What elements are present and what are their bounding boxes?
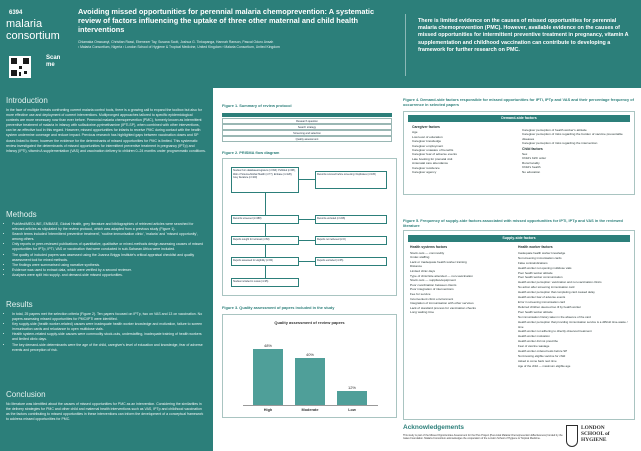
health-worker-heading: Health worker factors — [518, 245, 553, 249]
factor-item: Lack of standard process for vaccination checks — [410, 305, 476, 310]
prisma-arrow — [299, 219, 315, 220]
figure-2-prisma — [222, 158, 397, 296]
scan-line-1: Scan — [46, 55, 61, 61]
factor-item: Inadequate health worker knowledge — [518, 250, 566, 255]
factor-item: Referred children deemed too ill by health worker — [518, 304, 581, 309]
factor-item: Under-staffing — [410, 255, 430, 260]
prisma-arrow — [265, 266, 266, 278]
factor-item: Rural locality — [522, 160, 540, 165]
introduction-text — [6, 108, 206, 154]
results-item: • The key demand-side determinants were the age of the child, caregiver's level of education and knowledge, fear of adverse events and perception of risk. — [12, 343, 206, 353]
lshtm-wordmark — [581, 425, 610, 444]
figure-3-chart — [222, 314, 397, 418]
demand-side-band: Demand-side factors — [408, 115, 630, 122]
factor-item: Age — [412, 130, 418, 135]
prisma-screened: Records screened (n=288) — [231, 215, 299, 224]
poster-authors — [78, 40, 378, 50]
lshtm-line: HYGIENE — [581, 437, 607, 444]
factor-item: Health worker perception that providing immunisation service is a difficult time-waste / time — [518, 319, 628, 329]
factor-item: Caregiver unaware of benefits — [412, 148, 454, 153]
logo-line-2: consortium — [6, 30, 60, 42]
prisma-excluded: Records excluded (n=228) — [315, 215, 387, 224]
lshtm-line: LONDON — [581, 425, 605, 431]
factor-item: Stock outs — supplies/equipment — [410, 278, 456, 283]
factor-item: Not knowing eligible vaccine for child — [518, 353, 566, 358]
factor-item: Poor health worker communication — [518, 275, 563, 280]
prisma-arrow — [299, 261, 315, 262]
figure-1-protocol — [222, 113, 392, 145]
caregiver-factors — [412, 125, 512, 174]
methods-item: • Search terms included 'intermittent preventive treatment', 'routine immunisation clinic', 'malaria' and 'missed opportunity', among others. — [12, 232, 206, 242]
results-item: • Health system-related supply-side causes were commodity stock-outs, understaffing, inadequate training of health workers and limited clinic days. — [12, 332, 206, 342]
protocol-step: Research question — [222, 118, 392, 124]
prisma-included: Studies included in review (n=25) — [231, 278, 299, 287]
caregiver-factors-heading: Caregiver factors — [412, 125, 440, 129]
factor-item: Long waiting time — [410, 310, 435, 315]
malaria-consortium-logo — [6, 18, 61, 52]
protocol-step: Screening and selection — [222, 130, 392, 136]
lshtm-logo — [566, 424, 635, 450]
prisma-not-retrieved: Reports not retrieved (n=0) — [315, 236, 387, 245]
chart-title: Quality assessment of review papers — [274, 320, 345, 325]
chart-data-label: 12% — [347, 385, 356, 390]
factor-item: Late booking for prenatal visit — [412, 156, 453, 161]
conclusion-heading: Conclusion — [6, 390, 46, 399]
factor-item: Low level of education — [412, 134, 443, 139]
factor-item: Health worker perception: vaccination and non-vaccination clinics — [518, 280, 602, 285]
factor-item: Type of clinic/site attended — non-vaccination — [410, 273, 473, 278]
factor-item: Antenatal care attendance — [412, 161, 449, 166]
prisma-arrow — [265, 224, 266, 236]
acknowledgements-text: This study is part of the Missed Opportunities Assessment for the Plus Project (Perennial Malaria Chemoprevention Effectiveness) funded by the Gates Foundation. Malaria Consortium acknowledges the cooperation of the London School of Hygiene & Tropical Medicine. — [403, 434, 563, 441]
chart-data-label: 48% — [263, 343, 272, 348]
factor-item: Caregiver residence — [412, 165, 440, 170]
methods-list — [6, 222, 206, 278]
factor-item: No action after screening immunisation card — [518, 285, 575, 290]
prisma-arrow — [299, 240, 315, 241]
factor-item: Caregiver employment — [412, 143, 444, 148]
factor-item: Child's birth order — [522, 156, 547, 161]
factor-item: Caregiver knowledge — [412, 139, 442, 144]
factor-item: Fear of vaccine wastage — [518, 344, 550, 349]
chart-category-label: Moderate — [301, 408, 319, 412]
chart-data-label: 40% — [305, 352, 314, 358]
factor-item: False contraindications — [518, 260, 548, 265]
key-message: There is limited evidence on the causes of missed opportunities for perennial malaria chemoprevention (PMC). However, available evidence on the causes of missed opportunities for intermittent preventive treatment in pregnancy, vitamin A supplementation and childhood vaccination can contribute to developing a framework for further research on PMC. — [418, 18, 629, 53]
scan-me-label — [46, 55, 60, 69]
figure-1-band — [222, 113, 392, 117]
prisma-arrow — [265, 193, 266, 215]
figure-1-title: Figure 1. Summary of review protocol — [222, 103, 292, 108]
acknowledgements-heading: Acknowledgements — [403, 424, 465, 431]
factor-item: Asked to come back next time — [518, 358, 557, 363]
factor-item: Health worker ordered tests before SP — [518, 349, 568, 354]
affiliations: ¹ Malaria Consortium, Nigeria ² London School of Hygiene & Tropical Medicine, United Kingdom ³ Malaria Consortium, United Kingdom — [78, 45, 280, 49]
factor-item: No education — [522, 169, 541, 174]
chart-bar-high — [253, 349, 283, 405]
methods-item: • Only reports or peer-reviewed publications of quantitative, qualitative or mixed-methods design assessing causes of missed opportunities for IPTp, IPTi, VAS or vaccination that were conducted in sub-Saharan Africa were included. — [12, 242, 206, 252]
scan-line-2: me — [46, 62, 55, 68]
factor-item: Child's health — [522, 165, 541, 170]
factor-item: Caregiver perception of risks regarding the intervention — [522, 141, 598, 146]
qr-code-icon[interactable] — [9, 56, 31, 78]
conclusion-paragraph: No literature was identified about the causes of missed opportunities for PMC as an intervention. Considering the similarities in the delivery strategies for PMC and other child and maternal health interventions such as VAS, IPTp and childhood vaccination as the factors contributing to missed opportunities in these interventions can inform the development of a conceptual framework to address missed opportunities for PMC. — [6, 402, 204, 422]
factor-item: Lack or inadequate health worker training — [410, 259, 467, 264]
lshtm-crest-icon — [566, 425, 578, 447]
caregiver-perceptions — [522, 128, 630, 174]
factor-item: Health worker fear of adverse events — [518, 295, 566, 300]
factor-item: Not screening immunisation cards — [518, 255, 562, 260]
protocol-step: Quality assessment — [222, 136, 392, 142]
introduction-heading: Introduction — [6, 96, 48, 105]
supply-side-band: Supply-side factors — [408, 235, 630, 242]
factor-item: Age of the child — maximum eligible age — [518, 363, 571, 368]
factor-item: Caregiver agency — [412, 170, 437, 175]
prisma-removed: Records removed before screening: Duplicates (n=105) — [315, 171, 387, 189]
methods-item: • PubMed/MEDLINE, EMBASE, Global Health, grey literature and bibliographies of retrieved articles were searched for relevant articles as stipulated by the review protocol, which was adapted from a previous study (Figure 1). — [12, 222, 206, 232]
results-item: • In total, 25 papers met the selection criteria (Figure 2). Ten papers focused on IPTp, two on VAS and 13 on vaccination. No papers assessing missed opportunities for PMC/IPTi were identified. — [12, 312, 206, 322]
author-list: Chiamaka Onwuanyi, Christian Rassi, Ebenezer Tay, Susana Scott, Joshua G. Tinkapanga, Hannah Ranson, Pascal Oduro Ansah — [78, 40, 274, 44]
factor-item: Poor health worker attitude — [518, 270, 553, 275]
methods-item: • The findings were summarised using narrative synthesis. — [12, 263, 206, 268]
factor-item: Caregiver perception of health worker's attitude — [522, 128, 587, 132]
factor-item: Poor health worker attitude — [518, 309, 553, 314]
factor-item: Health worker perception that completing card caused delay — [518, 290, 595, 295]
chart-bar-moderate — [295, 358, 325, 405]
factor-item: Stock outs — commodity — [410, 250, 445, 255]
prisma-arrow — [265, 245, 266, 257]
factor-item: Poor integration of interventions — [410, 287, 454, 292]
health-systems-heading: Health systems factors — [410, 245, 448, 249]
factor-item: Error in screening immunisation card — [518, 299, 566, 304]
prisma-arrow — [299, 179, 315, 180]
factor-item: Health worker did not prescribe — [518, 339, 559, 344]
factor-item: Integration of immunisation with other services — [410, 301, 474, 306]
logo-line-1: malaria — [6, 18, 43, 30]
conclusion-text — [6, 402, 206, 422]
factor-item: Health worker not adhering to directly observed treatment — [518, 329, 592, 334]
factor-item: Distance — [410, 264, 423, 269]
figure-4-demand-side — [403, 111, 635, 195]
factor-item: Fee for service — [410, 291, 431, 296]
prisma-identified: Studies from databases/registers (n=393): PubMed (n=88), Web of Science/Global Health (n=77), Embase (n=128), Grey literature (n=100) — [231, 167, 299, 193]
health-systems-factors — [410, 245, 514, 315]
methods-item: • Evidence was used to extract data, which were verified by a second reviewer. — [12, 268, 206, 273]
poster-header — [0, 0, 641, 88]
results-list — [6, 312, 206, 353]
chart-category-label: High — [263, 408, 273, 412]
chart-category-label: Low — [348, 408, 356, 412]
prisma-assessed: Reports assessed for eligibility (n=60) — [231, 257, 299, 266]
results-item: • Key supply-side (health worker-related) causes were inadequate health worker knowledge and motivation, failure to screen immunisation cards and reluctance to open multidose vials. — [12, 322, 206, 332]
chart-baseline — [243, 405, 378, 406]
prisma-sought: Reports sought for retrieval (n=60) — [231, 236, 299, 245]
figure-5-supply-side — [403, 230, 635, 420]
results-heading: Results — [6, 300, 33, 309]
figure-5-title: Figure 5. Frequency of supply-side factors associated with missed opportunities for IPTi, IPTp and VAS in the reviewed literature — [403, 218, 623, 228]
factor-item: Inconvenient clinic environment — [410, 296, 454, 301]
left-column — [0, 88, 213, 451]
protocol-step: Search strategy — [222, 124, 392, 130]
factor-item: Poor coordination between clients — [410, 282, 457, 287]
introduction-paragraph: In the face of multiple threats confronting current malaria control tools, there is a growing call to expand the toolbox but also for more effective use and deployment of current interventions. Multipronged approaches tailored to specific epidemiological contexts are more necessary now than ever before. Perennial malaria chemoprevention (PMC), formerly known as intermittent preventive treatment of malaria in infancy with sulfadoxine-pyrimethamine (IPTi-SP), when combined with other interventions, can be an effective tool in this regard. However, missed opportunities for infants to receive PMC during contact with the health system undermine coverage and reduce impact. Previous research has highlighted gaps between vaccination doses and SP doses linked to them; however the evidence for the determinants of missed opportunities for PMC is limited. This systematic review investigated the determinants of missed opportunities for intermittent preventive treatment in pregnancy (IPTp) and infancy (IPTi), vitamin A supplementation (VAS) and vaccination delivery to children 0–24 months under programmatic conditions. — [6, 108, 206, 153]
factor-item: Caregiver perception of risks regarding the burden of vaccine preventable diseases — [522, 132, 623, 141]
methods-heading: Methods — [6, 210, 37, 219]
poster-id: 6394 — [9, 10, 23, 16]
figure-4-title: Figure 4. Demand-side factors responsible for missed opportunities for IPTi, IPTp and VAS and their percentage frequency of occurrence in selected papers — [403, 97, 634, 107]
poster-title: Avoiding missed opportunities for perennial malaria chemoprevention: A systematic review of factors influencing the uptake of three other maternal and child health interventions — [78, 7, 375, 34]
chart-bar-low — [337, 391, 367, 405]
factor-item: Caregiver fear of adverse events — [412, 152, 457, 157]
figure-3-title: Figure 3. Quality assessment of papers included in the study — [222, 305, 335, 310]
child-factors-heading: Child factors — [522, 146, 543, 151]
header-divider — [405, 14, 406, 76]
factor-item: No immunisation history taken in the absence of the card — [518, 314, 591, 319]
factor-item: Health worker not opening multidose vials — [518, 265, 572, 270]
figure-2-title: Figure 2. PRISMA flow diagram — [222, 150, 280, 155]
factor-item: Limited clinic days — [410, 268, 436, 273]
methods-item: • The quality of included papers was assessed using the Joanna Briggs Institute's critical appraisal checklist and quality assessment tool for mixed methods. — [12, 253, 206, 263]
factor-item: Sex — [522, 152, 528, 157]
health-worker-factors — [518, 245, 632, 369]
prisma-reports-excluded: Reports excluded (n=35) — [315, 257, 387, 266]
factor-item: Health worker motivation — [518, 334, 550, 339]
methods-item: • Analyses were split into supply- and demand-side missed opportunities. — [12, 273, 206, 278]
lshtm-line: SCHOOL of — [581, 431, 610, 438]
